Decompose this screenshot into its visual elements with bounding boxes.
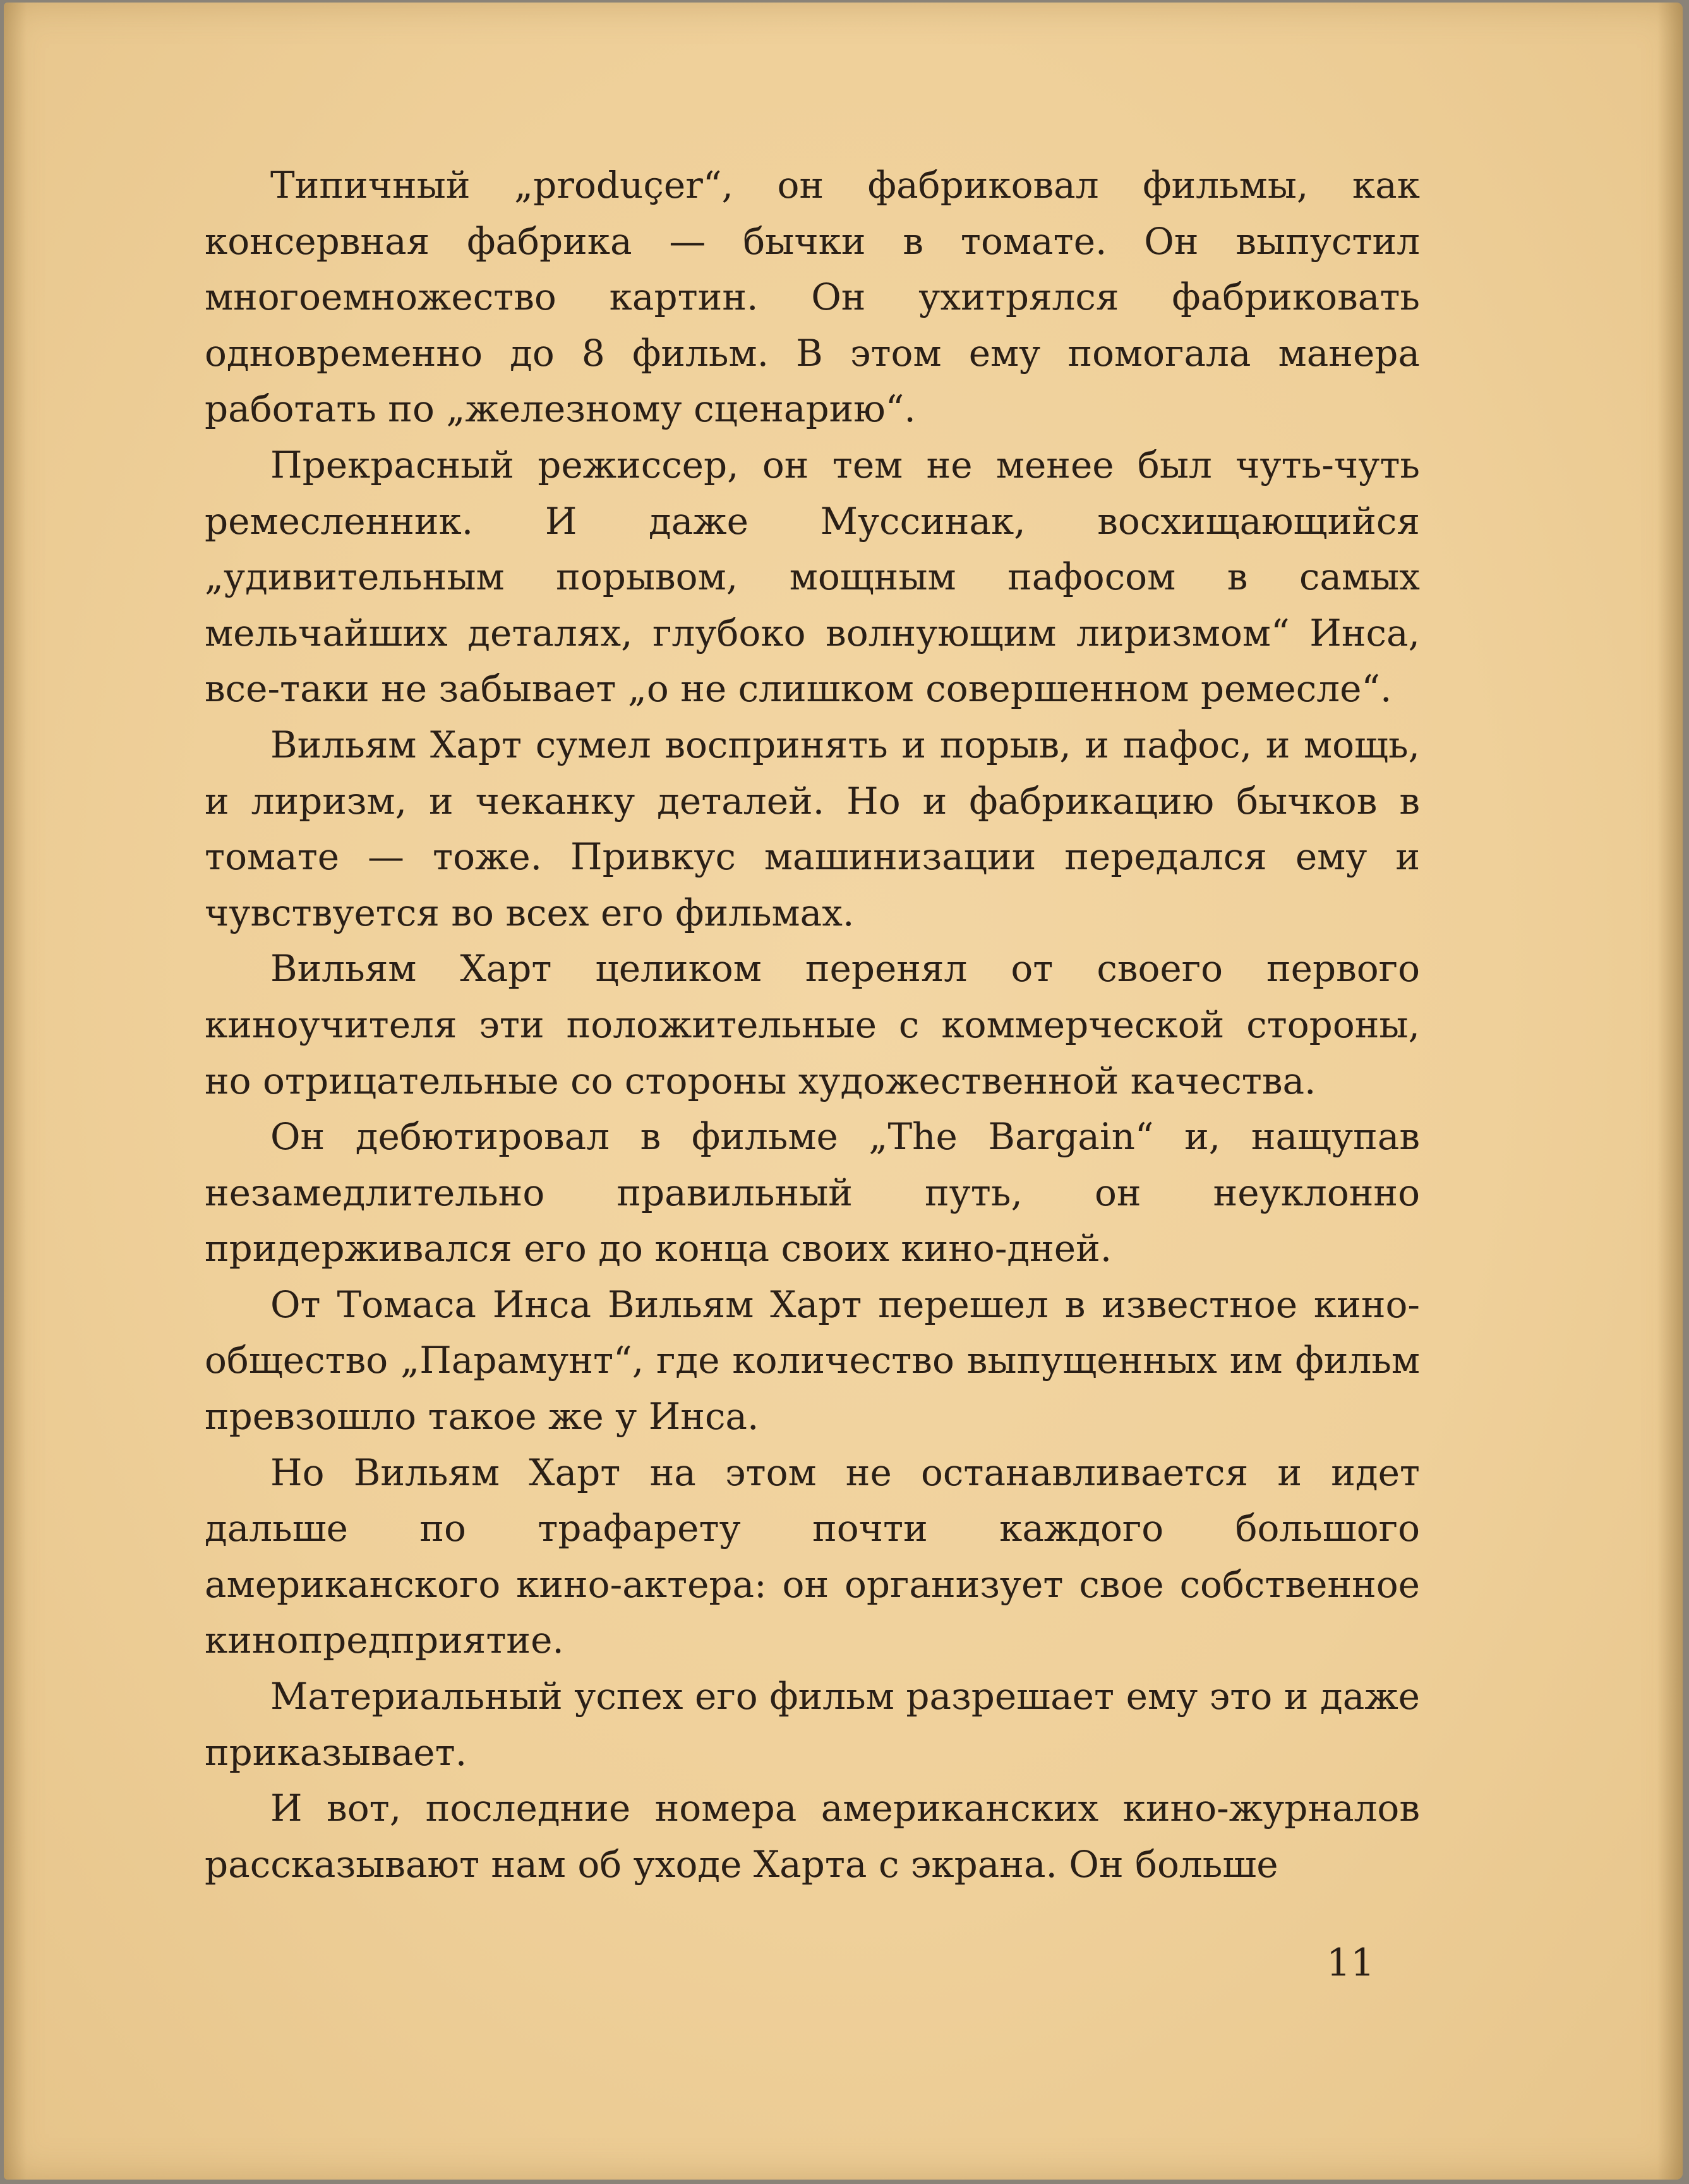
book-page [4,3,1683,2180]
paragraph-2: Прекрасный режиссер, он тем не менее был чуть-чуть ремесленник. И даже Муссинак, восхищающийся „удивительным порывом, мощным пафосом в самых мельчайших деталях, глубоко волнующим лиризмом“ Инса, все-таки не забывает „о не слишком совершенном ремесле“. [205,443,1420,711]
paragraph-1: Типичный „produçer“, он фабриковал фильмы, как консервная фабрика — бычки в томате. Он выпустил многоемножество картин. Он ухитрялся фабриковать одновременно до 8 фильм. В этом ему помогала манера работать по „железному сценарию“. [205,164,1420,431]
paragraph-7: Но Вильям Харт на этом не останавливается и идет дальше по трафарету почти каждого большого американского кино-актера: он организует свое собственное кинопредприятие. [205,1451,1420,1662]
paragraph-9: И вот, последние номера американских кино-журналов рассказывают нам об уходе Харта с экрана. Он больше [205,1787,1420,1886]
paragraph-8: Материальный успех его фильм разрешает ему это и даже приказывает. [205,1675,1420,1774]
paragraph-5: Он дебютировал в фильме „The Bargain“ и, нащупав незамедлительно правильный путь, он неуклонно придерживался его до конца своих кино-дней. [205,1115,1420,1270]
paragraph-3: Вильям Харт сумел воспринять и порыв, и пафос, и мощь, и лиризм, и чеканку деталей. Но и фабрикацию бычков в томате — тоже. Привкус машинизации передался ему и чувствуется во всех его фильмах. [205,723,1420,934]
page-number: 11 [1326,1941,1375,1985]
paragraph-6: От Томаса Инса Вильям Харт перешел в известное кино-общество „Парамунт“, где количество выпущенных им фильм превзошло такое же у Инса. [205,1282,1420,1439]
body-text [205,157,1420,1892]
paragraph-4: Вильям Харт целиком перенял от своего первого киноучителя эти положительные с коммерческой стороны, но отрицательные со стороны художественной качества. [205,947,1420,1102]
